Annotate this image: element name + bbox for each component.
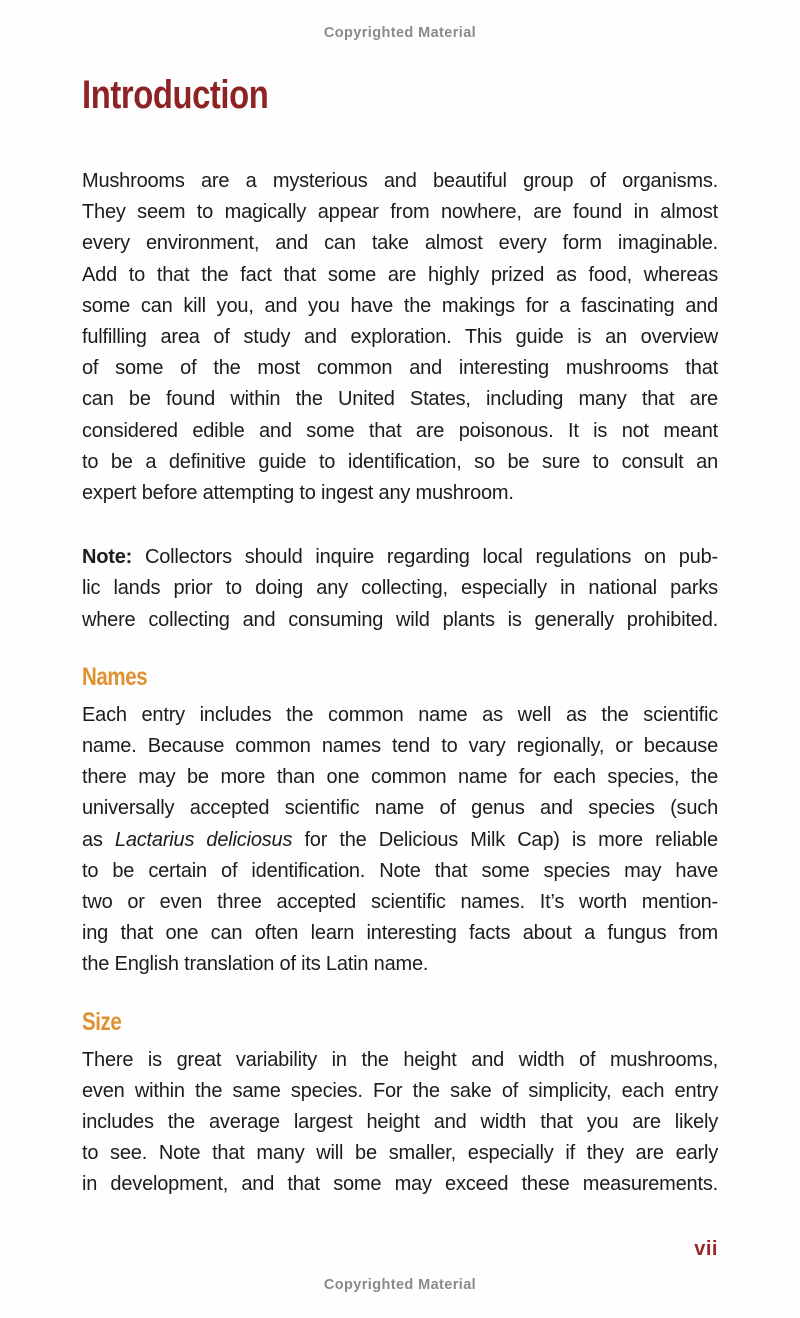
text-line [82,447,718,478]
text-line [82,1076,718,1107]
text-segment: where collecting and consuming wild plants is generally prohibited. [82,608,718,631]
text-segment: every environment, and can take almost every form imaginable. [82,232,718,255]
text-line [82,322,718,353]
note-paragraph [82,542,718,636]
text-line [82,260,718,291]
text-segment: some can kill you, and you have the makings for a fascinating and [82,294,718,317]
text-segment: fulfilling area of study and exploration. This guide is an overview [82,326,718,349]
text-segment: to be a definitive guide to identification, so be sure to consult an [82,450,718,473]
text-segment: for the Delicious Milk Cap) is more reliable [292,828,718,851]
text-line [82,762,718,793]
text-segment: as [82,828,115,851]
text-line [82,197,718,228]
text-segment: Each entry includes the common name as well as the scientific [82,703,718,726]
names-heading-text: Names [82,662,148,691]
text-segment: name. Because common names tend to vary regionally, or because [82,735,718,758]
bold-text: Note: [82,546,133,569]
text-segment: there may be more than one common name for each species, the [82,766,718,789]
text-segment: in development, and that some may exceed these measurements. [82,1173,718,1196]
text-line [82,793,718,824]
text-line [82,353,718,384]
text-line [82,949,718,980]
text-segment: They seem to magically appear from nowhere, are found in almost [82,201,718,224]
page-title [82,74,718,116]
text-segment: to see. Note that many will be smaller, especially if they are early [82,1142,718,1165]
text-line [82,291,718,322]
text-segment: the English translation of its Latin name. [82,953,429,976]
text-line [82,856,718,887]
text-segment: to be certain of identification. Note that some species may have [82,859,718,882]
text-segment: Add to that the fact that some are highly prized as food, whereas [82,263,718,286]
text-segment: can be found within the United States, including many that are [82,388,718,411]
text-line [82,825,718,856]
text-line [82,416,718,447]
text-line [82,1169,718,1200]
text-line [82,478,718,509]
text-line [82,573,718,604]
page-title-text: Introduction [82,73,269,117]
text-line [82,166,718,197]
text-segment: even within the same species. For the sake of simplicity, each entry [82,1079,718,1102]
italic-text: Lactarius deliciosus [114,828,293,851]
text-line [82,700,718,731]
text-segment: Collectors should inquire regarding local regulations on pub- [132,546,718,569]
text-line [82,887,718,918]
text-line [82,605,718,636]
text-segment: considered edible and some that are poisonous. It is not meant [82,419,718,442]
text-segment: two or even three accepted scientific names. It’s worth mention- [82,891,718,914]
copyright-notice-top: Copyrighted Material [323,25,477,41]
page-number: vii [694,1237,718,1260]
intro-paragraph [82,166,718,509]
size-heading-text: Size [82,1007,122,1036]
text-segment: expert before attempting to ingest any mushroom. [82,482,514,505]
text-line [82,228,718,259]
text-line [82,731,718,762]
text-segment: of some of the most common and interesting mushrooms that [82,357,718,380]
text-line [82,384,718,415]
text-segment: lic lands prior to doing any collecting, especially in national parks [82,577,718,600]
text-line [82,918,718,949]
text-segment: Mushrooms are a mysterious and beautiful group of organisms. [82,170,718,192]
copyright-notice-bottom: Copyrighted Material [323,1276,477,1293]
text-segment: ing that one can often learn interesting facts about a fungus from [82,922,718,945]
size-paragraph [82,1045,718,1201]
size-section-heading [82,1008,718,1037]
text-segment: includes the average largest height and width that you are likely [82,1111,718,1134]
text-line [82,1138,718,1169]
text-line [82,1045,718,1076]
names-paragraph [82,700,718,981]
text-line [82,542,718,573]
text-line [82,1107,718,1138]
text-segment: universally accepted scientific name of genus and species (such [82,797,718,820]
names-section-heading [82,663,718,692]
text-segment: There is great variability in the height and width of mushrooms, [82,1048,718,1071]
